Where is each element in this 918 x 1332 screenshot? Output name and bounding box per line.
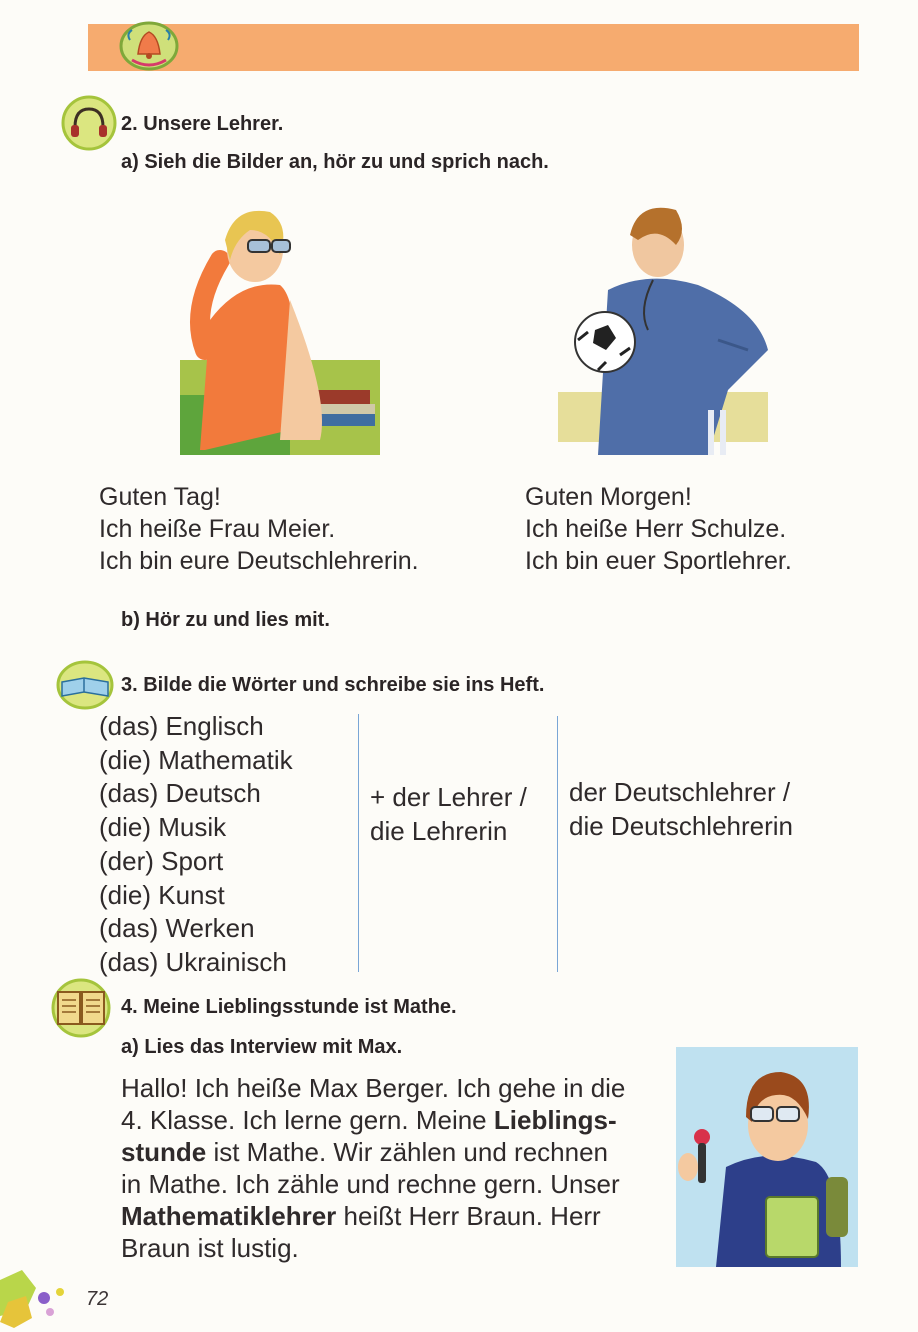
suffix-column [370, 781, 527, 848]
interview-line: Braun ist lustig. [121, 1233, 299, 1263]
subject-item: (das) Ukrainisch [99, 946, 287, 977]
bell-icon [118, 20, 180, 72]
suffix-line: die Lehrerin [370, 815, 508, 846]
subject-item: (der) Sport [99, 845, 224, 876]
result-line: der Deutschlehrer / [569, 777, 791, 807]
max-interview-illustration [676, 1047, 858, 1267]
subject-item: (die) Musik [99, 812, 227, 843]
result-column [569, 776, 793, 843]
column-divider [557, 716, 558, 972]
corner-decoration [0, 1262, 80, 1332]
teacher-right-speech [525, 481, 792, 577]
interview-line: stunde ist Mathe. Wir zählen und rechnen [121, 1137, 608, 1167]
teacher-frau-meier-illustration [180, 200, 380, 455]
exercise-3-title: 3. Bilde die Wörter und schreibe sie ins Heft. [121, 674, 545, 696]
interview-line: 4. Klasse. Ich lerne gern. Meine Lieblings- [121, 1105, 617, 1135]
speech-line: Guten Tag! [99, 483, 221, 511]
exercise-4a-instruction: a) Lies das Interview mit Max. [121, 1036, 403, 1058]
exercise-2b-instruction: b) Hör zu und lies mit. [121, 609, 330, 631]
column-divider [358, 714, 359, 972]
exercise-4-title: 4. Meine Lieblingsstunde ist Mathe. [121, 996, 457, 1018]
exercise-2a-instruction: a) Sieh die Bilder an, hör zu und sprich nach. [121, 151, 549, 173]
page-number: 72 [86, 1288, 109, 1310]
headphones-icon [60, 94, 118, 152]
subject-item: (die) Kunst [99, 879, 225, 910]
interview-line: Mathematiklehrer heißt Herr Braun. Herr [121, 1201, 601, 1231]
interview-line: Hallo! Ich heiße Max Berger. Ich gehe in die [121, 1073, 626, 1103]
subject-item: (die) Mathematik [99, 744, 293, 775]
subject-item: (das) Werken [99, 913, 255, 944]
speech-line: Ich heiße Frau Meier. [99, 515, 336, 543]
speech-line: Ich heiße Herr Schulze. [525, 515, 787, 543]
book-reading-icon [50, 978, 112, 1038]
teacher-herr-schulze-illustration [558, 200, 768, 455]
speech-line: Ich bin eure Deutschlehrerin. [99, 547, 419, 575]
speech-line: Guten Morgen! [525, 483, 692, 511]
interview-line: in Mathe. Ich zähle und rechne gern. Unser [121, 1169, 620, 1199]
subject-item: (das) Englisch [99, 711, 264, 741]
exercise-2-title: 2. Unsere Lehrer. [121, 113, 284, 135]
interview-text [121, 1072, 661, 1264]
notebook-writing-icon [56, 660, 114, 710]
result-line: die Deutschlehrerin [569, 810, 794, 841]
top-banner [88, 24, 859, 71]
subject-item: (das) Deutsch [99, 778, 261, 809]
teacher-left-speech [99, 481, 419, 577]
speech-line: Ich bin euer Sportlehrer. [525, 547, 792, 575]
subjects-column [99, 710, 293, 980]
suffix-line: + der Lehrer / [370, 782, 527, 812]
